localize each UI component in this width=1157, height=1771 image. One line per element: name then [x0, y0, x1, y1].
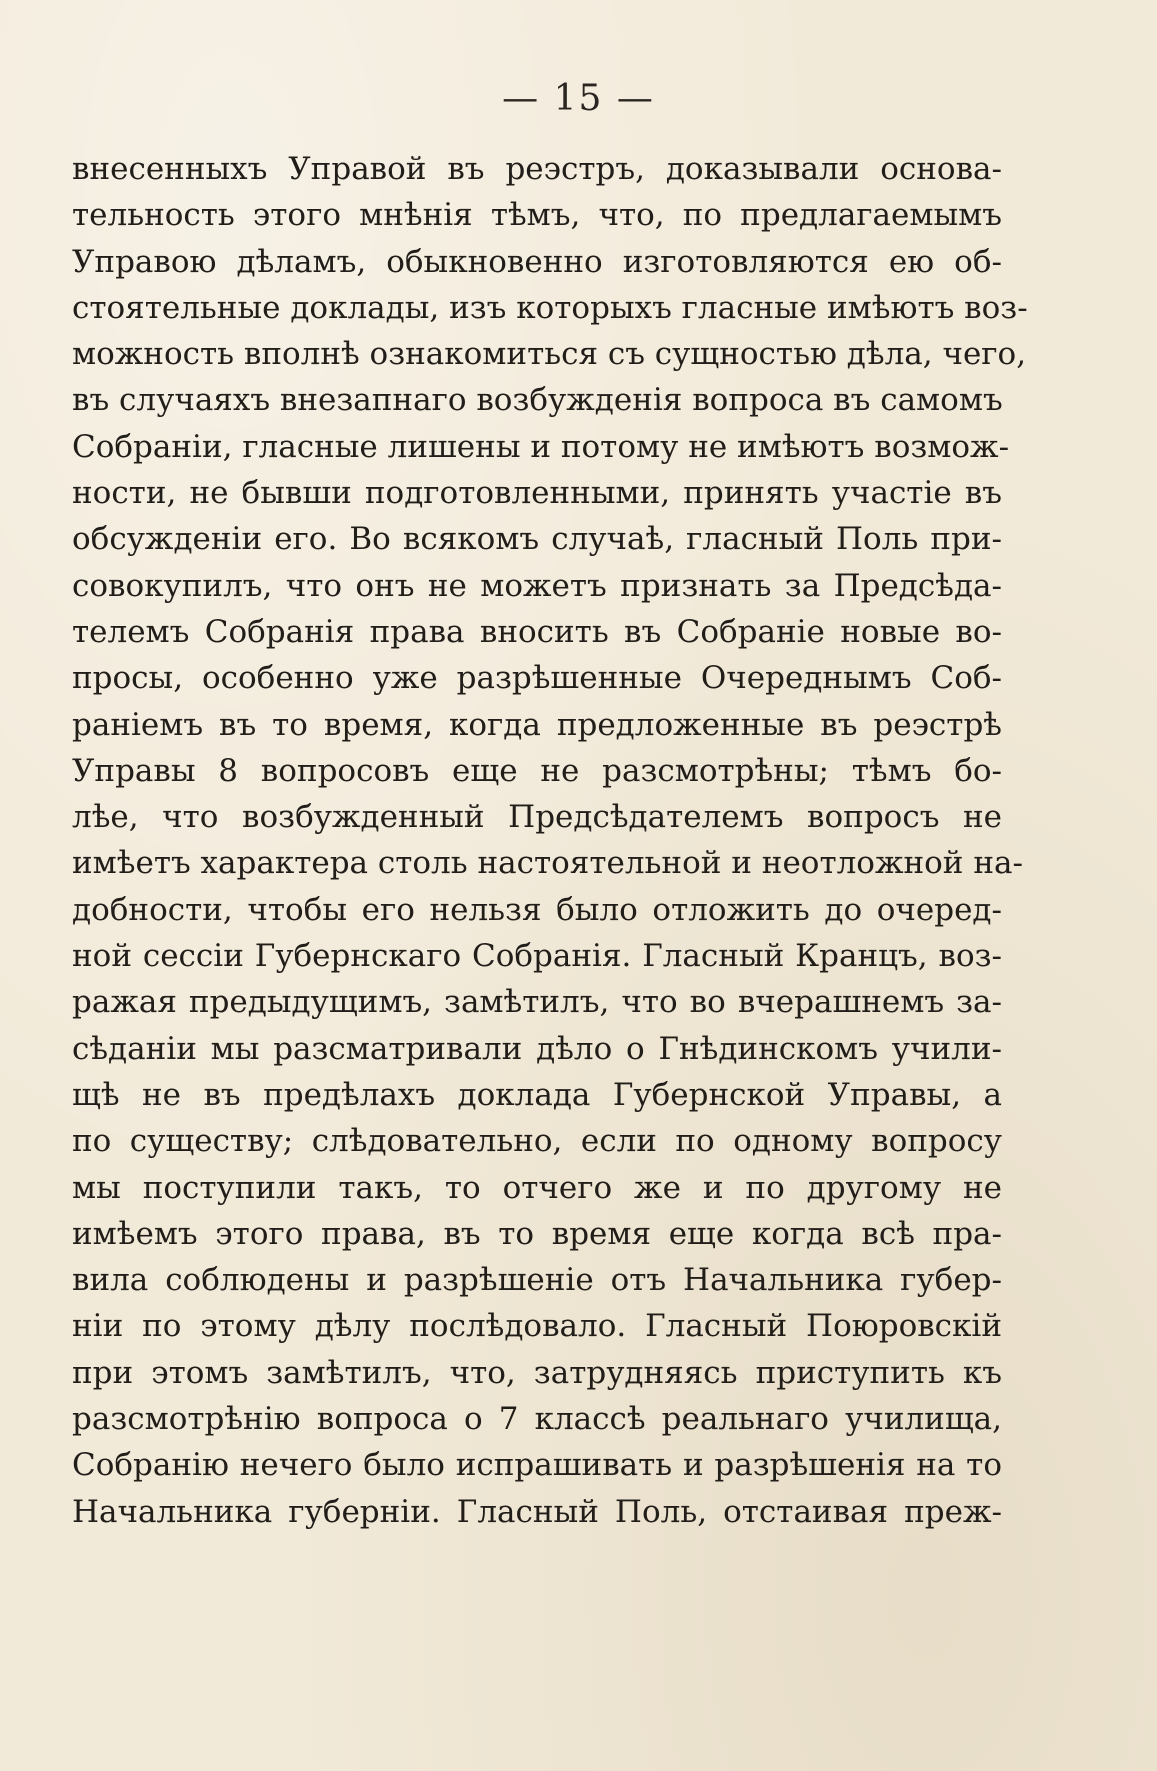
- text-line: можность вполнѣ ознакомиться съ сущностью дѣла, чего,: [72, 336, 1027, 373]
- text-line: стоятельные доклады, изъ которыхъ гласные имѣютъ воз-: [72, 289, 1028, 326]
- body-text: [72, 146, 1028, 1535]
- page-number: — 15 —: [502, 78, 655, 119]
- text-line: Собранію нечего было испрашивать и разрѣшенія на то: [72, 1447, 1002, 1484]
- text-line: щѣ не въ предѣлахъ доклада Губернской Управы, а: [72, 1076, 1002, 1113]
- text-line: ражая предыдущимъ, замѣтилъ, что во вчерашнемъ за-: [72, 984, 1002, 1021]
- text-line: внесенныхъ Управой въ реэстръ, доказывали основа-: [72, 151, 1002, 187]
- text-line: просы, особенно уже разрѣшенные Очереднымъ Соб-: [72, 660, 1002, 697]
- text-line: Собраніи, гласные лишены и потому не имѣютъ возмож-: [72, 428, 1010, 465]
- text-line: ной сессіи Губернскаго Собранія. Гласный Кранцъ, воз-: [72, 938, 1002, 975]
- text-line: обсужденіи его. Во всякомъ случаѣ, гласный Поль при-: [72, 521, 1002, 558]
- text-line: тельность этого мнѣнія тѣмъ, что, по предлагаемымъ: [72, 197, 1002, 234]
- text-line: при этомъ замѣтилъ, что, затрудняясь приступить къ: [72, 1354, 1002, 1391]
- text-line: имѣемъ этого права, въ то время еще когда всѣ пра-: [72, 1215, 1002, 1252]
- text-line: раніемъ въ то время, когда предложенные въ реэстрѣ: [72, 706, 1002, 743]
- text-line: имѣетъ характера столь настоятельной и неотложной на-: [72, 845, 1023, 882]
- text-line: ніи по этому дѣлу послѣдовало. Гласный Поюровскій: [72, 1308, 1002, 1345]
- text-line: мы поступили такъ, то отчего же и по другому не: [72, 1169, 1002, 1206]
- text-line: Управою дѣламъ, обыкновенно изготовляются ею об-: [72, 243, 1002, 280]
- text-line: по существу; слѣдовательно, если по одному вопросу: [72, 1123, 1002, 1160]
- text-line: разсмотрѣнію вопроса о 7 классѣ реальнаго училища,: [72, 1401, 1002, 1438]
- text-line: телемъ Собранія права вносить въ Собраніе новые во-: [72, 613, 1002, 650]
- text-line: лѣе, что возбужденный Предсѣдателемъ вопросъ не: [72, 799, 1002, 836]
- text-line: Управы 8 вопросовъ еще не разсмотрѣны; тѣмъ бо-: [72, 752, 1002, 789]
- text-line: сѣданіи мы разсматривали дѣло о Гнѣдинскомъ учили-: [72, 1030, 1002, 1067]
- text-line: въ случаяхъ внезапнаго возбужденія вопроса въ самомъ: [72, 382, 1003, 419]
- text-line: ности, не бывши подготовленными, принять участіе въ: [72, 475, 1002, 512]
- text-line: вила соблюдены и разрѣшеніе отъ Начальника губер-: [72, 1262, 1002, 1299]
- text-line: совокупилъ, что онъ не можетъ признать за Предсѣда-: [72, 567, 1002, 604]
- text-line: Начальника губерніи. Гласный Поль, отстаивая преж-: [72, 1493, 1002, 1530]
- text-line: добности, чтобы его нельзя было отложить до очеред-: [72, 891, 1002, 928]
